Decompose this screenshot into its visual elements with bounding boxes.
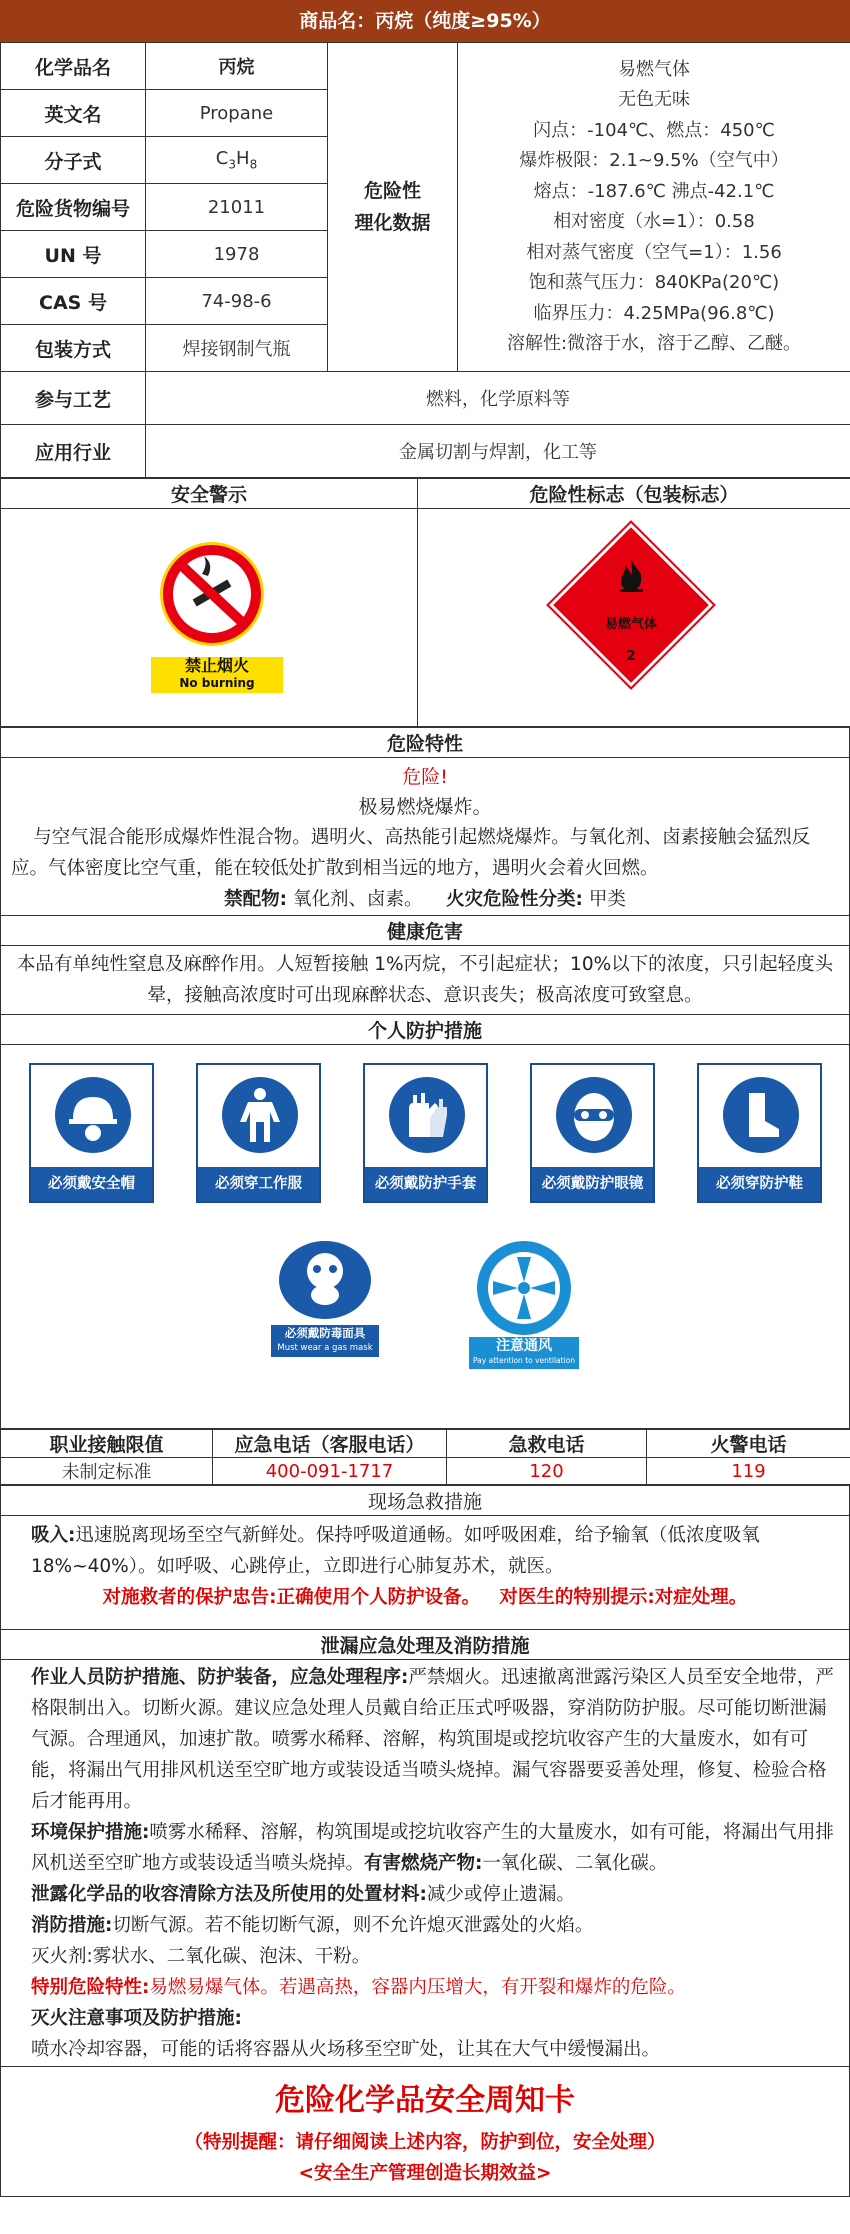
hazard-mark-heading: 危险性标志（包装标志） [418, 479, 850, 509]
danger-paragraph: 与空气混合能形成爆炸性混合物。遇明火、高热能引起燃烧爆炸。与氧化剂、卤素接触会猛烈反应。气体密度比空气重，能在较低处扩散到相当远的地方，遇明火会着火回燃。 [11, 827, 811, 879]
label-packaging: 包装方式 [1, 325, 146, 372]
label-formula: 分子式 [1, 137, 146, 184]
value-un: 1978 [146, 231, 328, 278]
ppe-caption: 必须戴防护手套 [365, 1167, 486, 1201]
warning-table [0, 478, 850, 727]
label-chem-name: 化学品名 [1, 43, 146, 90]
label-industry: 应用行业 [1, 425, 146, 478]
no-smoking-sign [151, 657, 283, 693]
value-cas: 74-98-6 [146, 278, 328, 325]
phys-label-line1: 危险性 [363, 180, 421, 202]
ppe-procedure-label: 作业人员防护措施、防护装备，应急处理程序: [31, 1667, 409, 1688]
gas-mask-sign [271, 1241, 379, 1357]
agent-label: 灭火剂: [31, 1946, 93, 1967]
value-process: 燃料，化学原料等 [146, 372, 850, 425]
gas-mask-caption [271, 1325, 379, 1357]
special-label: 特别危险特性: [31, 1977, 150, 1998]
phys-line: 溶解性:微溶于水，溶于乙醇、乙醚。 [506, 333, 802, 354]
ventilation-en: Pay attention to ventilation [473, 1356, 575, 1365]
ppe-card-workwear [196, 1063, 321, 1203]
phys-line: 熔点：-187.6℃ 沸点-42.1℃ [533, 180, 775, 202]
ventilation-sign [469, 1241, 579, 1365]
first-aid-notes [1, 1582, 849, 1614]
exposure-limit: 未制定标准 [1, 1458, 213, 1485]
doctor-note: 对医生的特别提示:对症处理。 [499, 1587, 748, 1608]
hazard-table [0, 727, 850, 1429]
phys-label-line2: 理化数据 [354, 212, 431, 234]
ppe-card-helmet [29, 1063, 154, 1203]
ppe-card-gloves [363, 1063, 488, 1203]
ppe-heading: 个人防护措施 [1, 1015, 850, 1045]
no-smoking-cn: 禁止烟火 [184, 656, 249, 675]
taboo-line [1, 884, 849, 915]
fire-note-text: 喷水冷却容器，可能的话将容器从火场移至空旷处，让其在大气中缓慢漏出。 [31, 2039, 661, 2060]
gas-mask-en: Must wear a gas mask [277, 1343, 373, 1353]
phys-line: 爆炸极限：2.1~9.5%（空气中） [519, 150, 789, 171]
first-aid-content [1, 1516, 850, 1630]
contact-header: 应急电话（客服电话） [213, 1430, 447, 1458]
rescuer-note: 对施救者的保护忠告:正确使用个人防护设备。 [102, 1587, 481, 1608]
gas-mask-icon [279, 1241, 371, 1319]
combustion-text: 一氧化碳、二氧化碳。 [482, 1853, 668, 1874]
ppe-procedure [1, 1662, 849, 1817]
goggles-icon [556, 1077, 632, 1153]
phys-line: 相对密度（水=1）：0.58 [553, 211, 755, 232]
value-industry: 金属切割与焊割，化工等 [146, 425, 850, 478]
inhale-paragraph [1, 1520, 849, 1582]
ppe-caption: 必须戴防护眼镜 [532, 1167, 653, 1201]
value-english-name: Propane [146, 90, 328, 137]
flame-icon [613, 557, 649, 593]
phys-line: 饱和蒸气压力：840KPa(20℃) [528, 272, 780, 293]
no-smoking-cell [1, 509, 418, 727]
hazard-heading: 危险特性 [1, 728, 850, 758]
cleanup-method [1, 1879, 849, 1910]
extinguishing-agent [1, 1941, 849, 1972]
ventilation-caption [469, 1337, 579, 1369]
label-cas: CAS 号 [1, 278, 146, 325]
label-dg-number: 危险货物编号 [1, 184, 146, 231]
env-protection [1, 1817, 849, 1879]
combustion-label: 有害燃烧产物: [364, 1853, 483, 1874]
fire-measures [1, 1910, 849, 1941]
special-text: 易燃易爆气体。若遇高热，容器内压增大，有开裂和爆炸的危险。 [149, 1977, 686, 1998]
ppe-caption: 必须戴安全帽 [31, 1167, 152, 1201]
hazard-content [1, 758, 850, 916]
inhale-label: 吸入: [31, 1525, 76, 1546]
warning-heading: 安全警示 [1, 479, 418, 509]
phys-line: 闪点：-104℃、燃点：450℃ [533, 119, 775, 141]
env-text: 喷雾水稀释、溶解，构筑围堤或挖坑收容产生的大量废水，如有可能，将漏出气用排风机送至空旷地方或装设适当喷头烧掉。 [31, 1822, 834, 1874]
danger-word: 危险! [402, 766, 448, 788]
phys-data [458, 43, 850, 372]
contact-header: 火警电话 [647, 1430, 850, 1458]
fire-measures-text: 切断气源。若不能切断气源，则不允许熄灭泄露处的火焰。 [112, 1915, 594, 1936]
env-label: 环境保护措施: [31, 1822, 150, 1843]
contact-header: 职业接触限值 [1, 1430, 213, 1458]
label-process: 参与工艺 [1, 372, 146, 425]
flammable-gas-cell [418, 509, 850, 727]
agent-text: 雾状水、二氧化碳、泡沫、干粉。 [92, 1946, 371, 1967]
danger-line1: 极易燃烧爆炸。 [358, 796, 492, 818]
value-chem-name: 丙烷 [146, 43, 328, 90]
ppe-caption: 必须穿防护鞋 [699, 1167, 820, 1201]
basic-info-table [0, 42, 850, 478]
fire-note [1, 2003, 849, 2034]
page-title: 商品名：丙烷（纯度≥95%） [0, 0, 850, 42]
gloves-icon [389, 1077, 465, 1153]
ventilation-icon [477, 1241, 571, 1335]
diamond-text: 易燃气体 [604, 617, 657, 632]
first-aid-table [0, 1485, 850, 2197]
no-smoking-icon [157, 539, 267, 649]
health-heading: 健康危害 [1, 916, 850, 946]
card-title: 危险化学品安全周知卡 [275, 2082, 575, 2118]
fire-phone: 119 [647, 1458, 850, 1485]
leak-heading: 泄漏应急处理及消防措施 [1, 1630, 850, 1660]
taboo-value: 氧化剂、卤素。 [292, 889, 423, 910]
phys-line: 相对蒸气密度（空气=1）：1.56 [526, 241, 782, 263]
slogan: <安全生产管理创造长期效益> [298, 2162, 552, 2184]
value-packaging: 焊接钢制气瓶 [146, 325, 328, 372]
service-phone: 400-091-1717 [213, 1458, 447, 1485]
fire-note-body [1, 2034, 849, 2065]
value-formula: $C_3H_8$ [146, 137, 328, 184]
leak-content [1, 1660, 850, 2067]
diamond-class: 2 [626, 649, 636, 664]
fire-class-label: 火灾危险性分类: [446, 889, 583, 910]
ppe-procedure-text: 严禁烟火。迅速撤离泄露污染区人员至安全地带，严格限制出入。切断火源。建议应急处理人员戴自给正压式呼吸器，穿消防防护服。尽可能切断泄漏气源。合理通风，加速扩散。喷雾水稀释、溶解，构筑围堤或挖坑收容产生的大量废水，如有可能，将漏出气用排风机送至空旷地方或装设适当喷头烧掉。漏气容器要妥善处理，修复、检验合格后才能再用。 [31, 1667, 834, 1812]
ppe-card-goggles [530, 1063, 655, 1203]
fire-measures-label: 消防措施: [31, 1915, 113, 1936]
special-hazard [1, 1972, 849, 2003]
boots-icon [723, 1077, 799, 1153]
first-aid-phone: 120 [447, 1458, 647, 1485]
first-aid-heading: 现场急救措施 [1, 1486, 850, 1516]
phys-line: 无色无味 [618, 89, 690, 110]
helmet-icon [55, 1077, 131, 1153]
inhale-text: 迅速脱离现场至空气新鲜处。保持呼吸道通畅。如呼吸困难，给予输氧（低浓度吸氧 18%~40%）。如呼吸、心跳停止，立即进行心肺复苏术，就医。 [31, 1525, 760, 1577]
label-un: UN 号 [1, 231, 146, 278]
health-paragraph: 本品有单纯性窒息及麻醉作用。人短暂接触 1%丙烷，不引起症状；10%以下的浓度，只引起轻度头晕，接触高浓度时可出现麻醉状态、意识丧失；极高浓度可致窒息。 [1, 946, 850, 1015]
gas-mask-cn: 必须戴防毒面具 [284, 1326, 366, 1340]
phys-label [328, 43, 458, 372]
workwear-icon [222, 1077, 298, 1153]
phys-line: 临界压力：4.25MPa(96.8℃) [533, 302, 775, 324]
cleanup-text: 减少或停止遗漏。 [426, 1884, 575, 1905]
ppe-area [1, 1045, 850, 1429]
ventilation-cn: 注意通风 [496, 1338, 552, 1354]
reminder: （特别提醒：请仔细阅读上述内容，防护到位，安全处理） [184, 2131, 666, 2153]
phys-line: 易燃气体 [618, 58, 690, 80]
ppe-card-boots [697, 1063, 822, 1203]
fire-class-value: 甲类 [588, 889, 626, 910]
value-dg-number: 21011 [146, 184, 328, 231]
contact-table [0, 1429, 850, 1485]
ppe-caption: 必须穿工作服 [198, 1167, 319, 1201]
fire-note-label: 灭火注意事项及防护措施: [31, 2008, 242, 2029]
taboo-label: 禁配物: [224, 889, 288, 910]
cleanup-label: 泄露化学品的收容清除方法及所使用的处置材料: [31, 1884, 427, 1905]
label-english-name: 英文名 [1, 90, 146, 137]
contact-header: 急救电话 [447, 1430, 647, 1458]
card-footer [1, 2067, 850, 2197]
no-smoking-en: No burning [179, 676, 255, 690]
